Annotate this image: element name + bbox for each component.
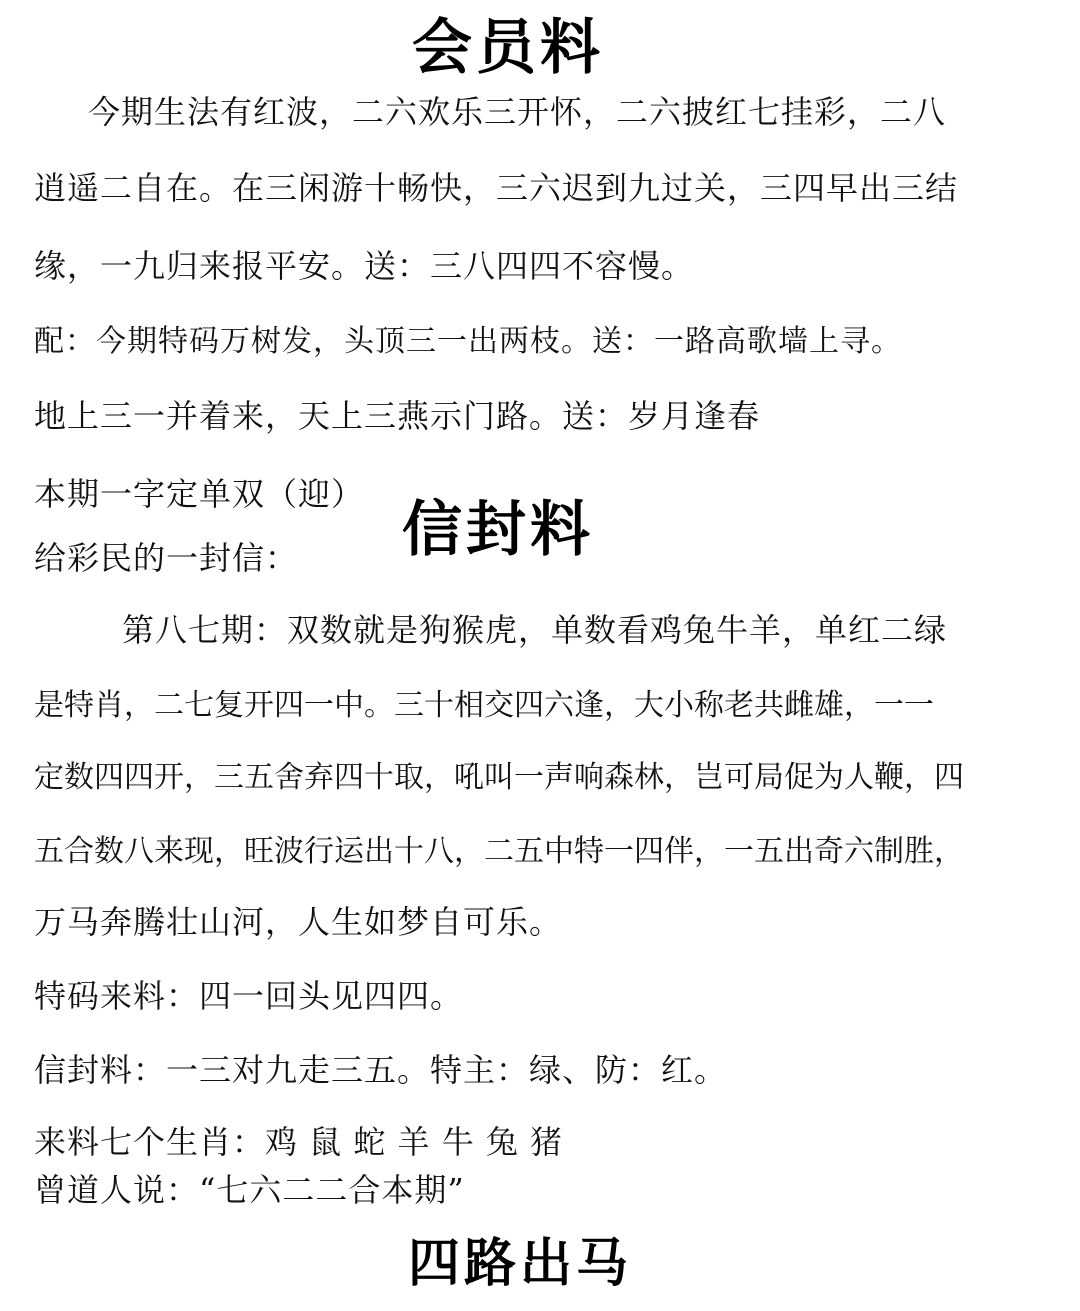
four-roads-section-title: 四路出马 xyxy=(408,1234,633,1294)
envelope-line-3: 是特肖，二七复开四一中。三十相交四六逢，大小称老共雌雄，一一 xyxy=(34,688,934,723)
envelope-line-7: 特码来料：四一回头见四四。 xyxy=(34,977,464,1015)
envelope-line-5: 五合数八来现，旺波行运出十八，二五中特一四伴，一五出奇六制胜， xyxy=(34,834,964,869)
envelope-section-title: 信封料 xyxy=(402,495,594,565)
member-section-title: 会员料 xyxy=(412,13,604,83)
member-line-5: 地上三一并着来，天上三燕示门路。送：岁月逢春 xyxy=(34,397,761,435)
envelope-line-1: 给彩民的一封信： xyxy=(34,539,299,577)
envelope-line-8: 信封料：一三对九走三五。特主：绿、防：红。 xyxy=(34,1051,728,1089)
envelope-line-9: 来料七个生肖：鸡 鼠 蛇 羊 牛 兔 猪 xyxy=(34,1123,564,1161)
member-line-1: 今期生法有红波，二六欢乐三开怀，二六披红七挂彩，二八 xyxy=(88,93,947,131)
member-line-4: 配：今期特码万树发，头顶三一出两枝。送：一路高歌墙上寻。 xyxy=(34,324,902,359)
member-line-2: 逍遥二自在。在三闲游十畅快，三六迟到九过关，三四早出三结 xyxy=(34,169,959,207)
member-line-6: 本期一字定单双（迎） xyxy=(34,475,365,513)
envelope-line-6: 万马奔腾壮山河，人生如梦自可乐。 xyxy=(34,903,563,941)
envelope-line-2: 第八七期：双数就是狗猴虎，单数看鸡兔牛羊，单红二绿 xyxy=(122,611,948,649)
envelope-line-10: 曾道人说：“七六二二合本期” xyxy=(34,1171,465,1209)
envelope-line-4: 定数四四开，三五舍弃四十取，吼叫一声响森林，岂可局促为人鞭，四 xyxy=(34,760,964,795)
member-line-3: 缘，一九归来报平安。送：三八四四不容慢。 xyxy=(34,247,695,285)
